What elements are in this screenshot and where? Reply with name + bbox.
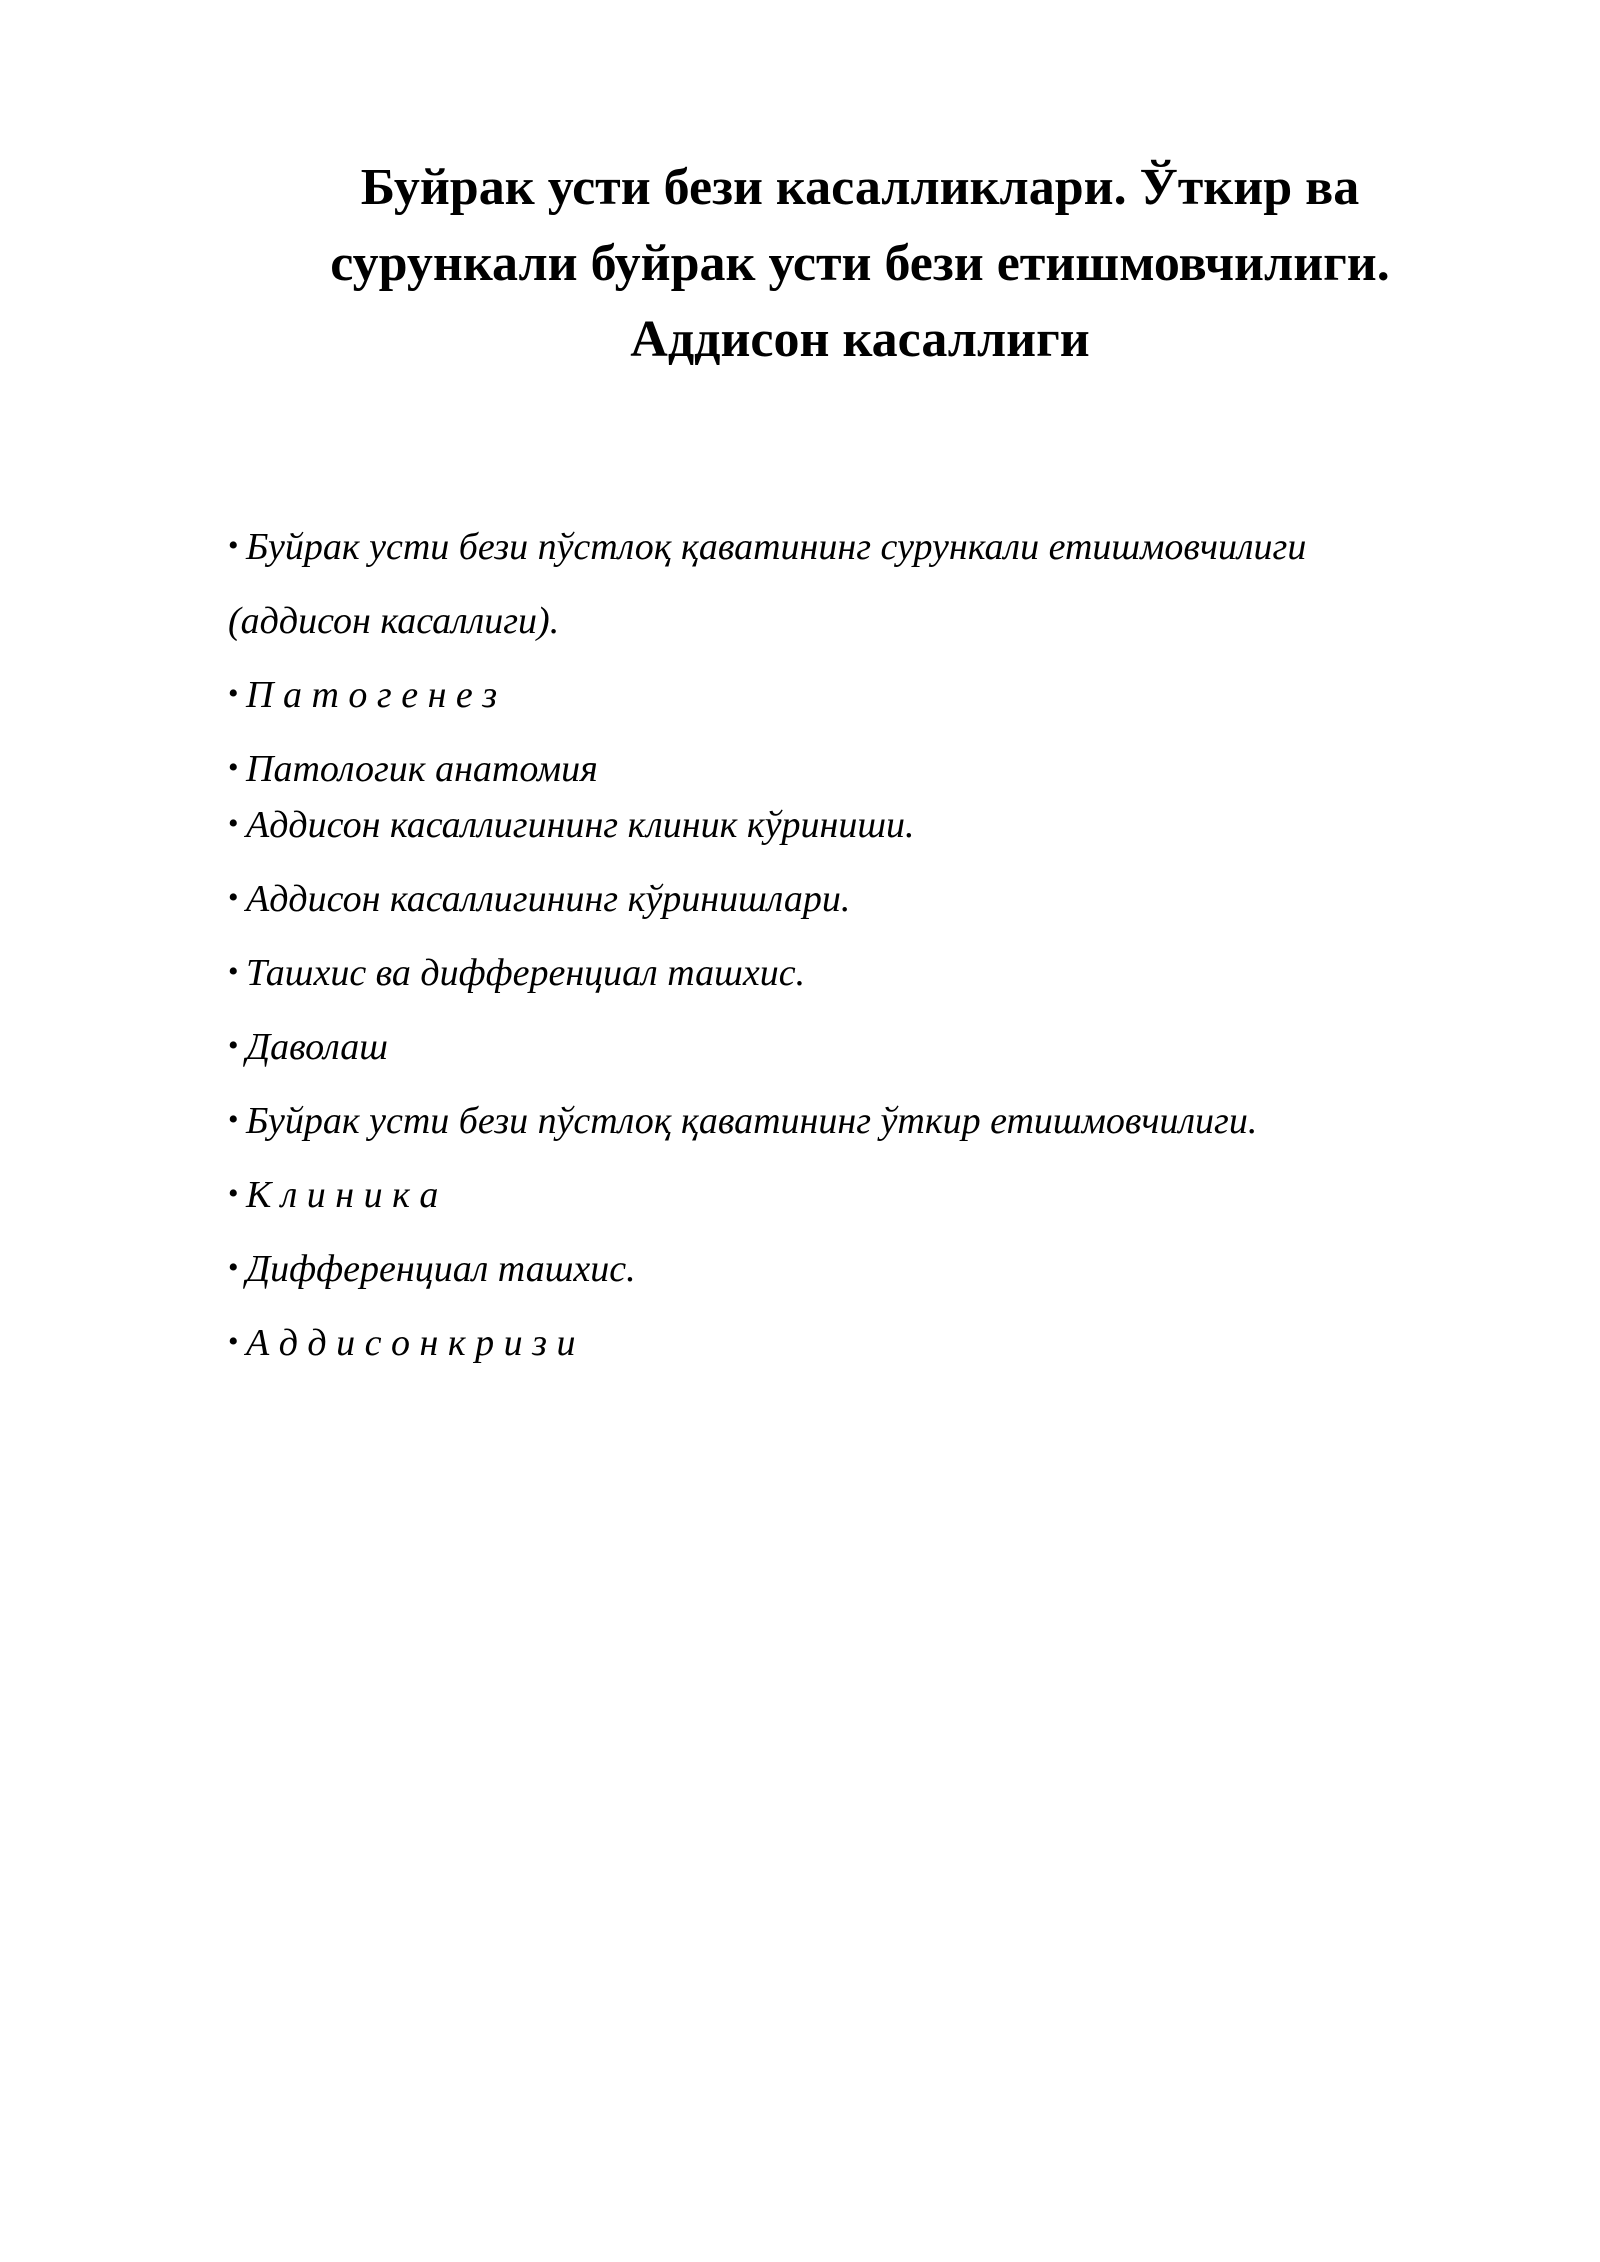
list-item-text: Дифференциал ташхис. [246,1248,636,1290]
list-item-text: К л и н и к а [246,1174,439,1216]
list-item-text: Аддисон касаллигининг клиник кўриниши. [246,804,915,846]
list-item [228,525,1488,569]
list-item-text: (аддисон касаллиги). [228,600,560,642]
list-item-text: Аддисон касаллигининг кўринишлари. [246,878,851,920]
bullet-icon: • [228,1177,239,1210]
list-item-text: Буйрак усти бези пўстлоқ қаватининг сурункали етишмовчилиги [246,526,1307,568]
bullet-icon: • [228,677,239,710]
list-item-text: Ташхис ва дифференциал ташхис. [246,952,806,994]
list-item [228,1247,1488,1291]
title-line-2: сурункали буйрак усти бези етишмовчилиги. [330,235,1390,292]
bullet-icon: • [228,807,239,840]
list-item [228,1025,1488,1069]
bullet-icon: • [228,1251,239,1284]
title-line-1: Буйрак усти бези касалликлари. Ўткир ва [360,159,1360,216]
list-item-text: П а т о г е н е з [246,674,498,716]
list-item [228,747,1488,791]
bullet-icon: • [228,955,239,988]
bullet-icon: • [228,751,239,784]
bullet-icon: • [228,529,239,562]
document-title [230,150,1490,378]
bullet-icon: • [228,1103,239,1136]
title-line-3: Аддисон касаллиги [630,311,1090,368]
list-item-text: Патологик анатомия [246,748,598,790]
list-item-text: Даволаш [246,1026,388,1068]
bullet-icon: • [228,1325,239,1358]
list-item [228,803,1488,847]
list-item [228,1321,1488,1365]
bullet-icon: • [228,881,239,914]
bullet-icon: • [228,1029,239,1062]
list-item [228,1099,1488,1143]
list-item [228,673,1488,717]
list-item-text: А д д и с о н к р и з и [246,1322,576,1364]
list-item [228,1173,1488,1217]
list-item-continuation [228,599,1488,643]
list-item-text: Буйрак усти бези пўстлоқ қаватининг ўткир етишмовчилиги. [246,1100,1258,1142]
list-item [228,951,1488,995]
list-item [228,877,1488,921]
